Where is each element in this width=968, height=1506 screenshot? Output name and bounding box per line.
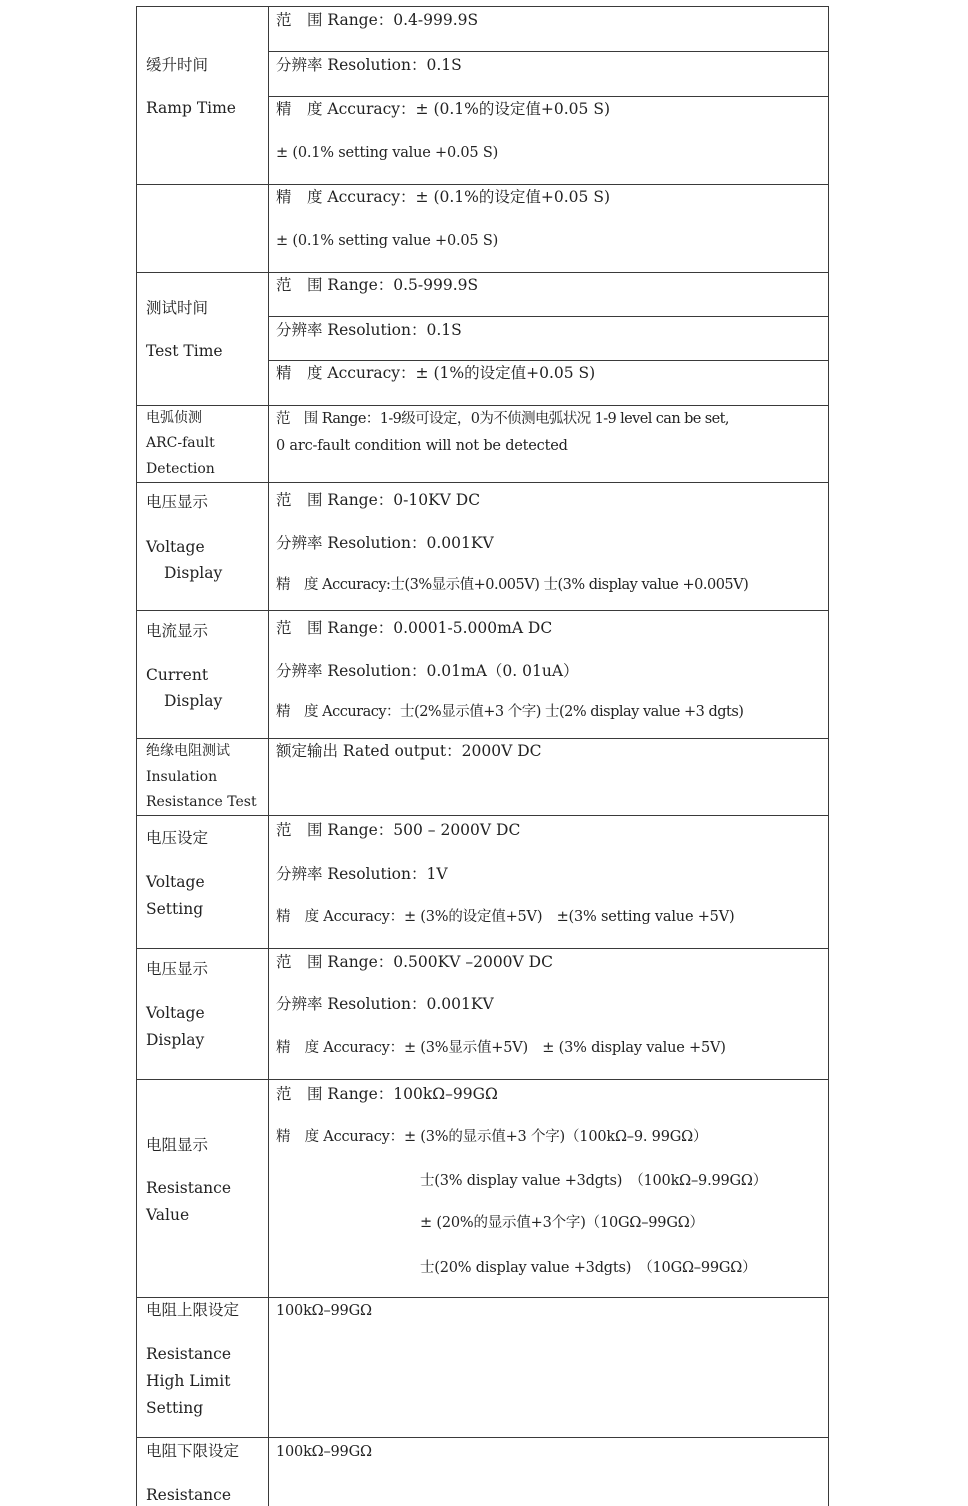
accuracy-text-en: ± (0.1% setting value +0.05 S) bbox=[276, 233, 499, 249]
label-zh: 缓升时间 bbox=[146, 56, 209, 74]
range-text: 范 围 Range：100kΩ–99GΩ bbox=[276, 1085, 498, 1103]
label-en: Detection bbox=[146, 461, 215, 477]
accuracy-text: 精 度 Accuracy：± (0.1%的设定值+0.05 S) bbox=[276, 100, 610, 118]
range-text: 100kΩ–99GΩ bbox=[276, 1303, 372, 1319]
row-ramp-time bbox=[137, 6, 828, 184]
label-cell bbox=[137, 1298, 269, 1437]
divider bbox=[269, 96, 828, 97]
rated-output-text: 额定输出 Rated output：2000V DC bbox=[276, 742, 542, 760]
row-resistance-low-limit bbox=[137, 1437, 828, 1506]
value-cell bbox=[269, 1298, 828, 1437]
label-en: Test Time bbox=[146, 342, 223, 360]
value-cell bbox=[269, 406, 828, 482]
value-cell bbox=[269, 611, 828, 738]
divider bbox=[269, 360, 828, 361]
label-en: Resistance bbox=[146, 1486, 232, 1504]
resolution-text: 分辨率 Resolution：0.1S bbox=[276, 56, 462, 74]
accuracy-text-en: 士(3% display value +3dgts) （100kΩ–9.99GΩ） bbox=[420, 1173, 768, 1189]
range-text: 范 围 Range：500 – 2000V DC bbox=[276, 821, 521, 839]
row-voltage-display-2 bbox=[137, 948, 828, 1079]
label-en: Insulation bbox=[146, 769, 218, 785]
range-text: 范 围 Range：0.5-999.9S bbox=[276, 276, 479, 294]
label-en: Setting bbox=[146, 900, 204, 918]
row-resistance-high-limit bbox=[137, 1297, 828, 1437]
label-en: Voltage bbox=[146, 873, 205, 891]
label-en: Display bbox=[164, 564, 223, 582]
resolution-text: 分辨率 Resolution：0.1S bbox=[276, 321, 462, 339]
divider bbox=[269, 51, 828, 52]
resolution-text: 分辨率 Resolution：1V bbox=[276, 865, 448, 883]
label-en: High Limit bbox=[146, 1372, 231, 1390]
label-en: Display bbox=[164, 692, 223, 710]
label-en: Resistance Test bbox=[146, 794, 257, 810]
value-cell bbox=[269, 185, 828, 272]
accuracy-text: ± (20%的显示值+3个字)（10GΩ–99GΩ） bbox=[420, 1215, 704, 1231]
label-cell bbox=[137, 185, 269, 272]
label-zh: 测试时间 bbox=[146, 299, 209, 317]
value-cell bbox=[269, 816, 828, 948]
range-text: 范 围 Range：0.0001-5.000mA DC bbox=[276, 619, 553, 637]
label-cell bbox=[137, 7, 269, 184]
accuracy-text-en: 士(20% display value +3dgts) （10GΩ–99GΩ） bbox=[420, 1260, 757, 1276]
accuracy-text: 精 度 Accuracy:士(3%显示值+0.005V) 士(3% display value +0.005V) bbox=[276, 577, 749, 593]
row-accuracy-extra bbox=[137, 184, 828, 272]
value-cell bbox=[269, 1438, 828, 1506]
range-text: 范 围 Range：0-10KV DC bbox=[276, 491, 481, 509]
label-en: Display bbox=[146, 1031, 205, 1049]
label-zh: 电压显示 bbox=[146, 493, 209, 511]
value-cell bbox=[269, 483, 828, 610]
range-text: 范 围 Range：0.500KV –2000V DC bbox=[276, 953, 553, 971]
label-cell bbox=[137, 483, 269, 610]
label-en: Setting bbox=[146, 1399, 204, 1417]
row-test-time bbox=[137, 272, 828, 405]
label-cell bbox=[137, 816, 269, 948]
label-zh: 电阻上限设定 bbox=[146, 1301, 240, 1319]
label-en: Voltage bbox=[146, 1004, 205, 1022]
label-en: Voltage bbox=[146, 538, 205, 556]
accuracy-text-en: ± (0.1% setting value +0.05 S) bbox=[276, 145, 499, 161]
range-text-en: 0 arc-fault condition will not be detected bbox=[276, 438, 568, 454]
value-cell bbox=[269, 739, 828, 815]
row-voltage-setting bbox=[137, 815, 828, 948]
accuracy-text: 精 度 Accuracy：± (3%的显示值+3 个字)（100kΩ–9. 99GΩ） bbox=[276, 1129, 708, 1145]
label-zh: 电压设定 bbox=[146, 829, 209, 847]
range-text: 100kΩ–99GΩ bbox=[276, 1444, 372, 1460]
label-en: Ramp Time bbox=[146, 99, 236, 117]
resolution-text: 分辨率 Resolution：0.001KV bbox=[276, 995, 494, 1013]
label-zh: 电流显示 bbox=[146, 622, 209, 640]
range-text: 范 围 Range：0.4-999.9S bbox=[276, 11, 479, 29]
label-cell bbox=[137, 739, 269, 815]
spec-table bbox=[136, 6, 829, 1506]
label-en: Resistance bbox=[146, 1345, 232, 1363]
accuracy-text: 精 度 Accuracy：士(2%显示值+3 个字) 士(2% display value +3 dgts) bbox=[276, 704, 744, 720]
label-zh: 绝缘电阻测试 bbox=[146, 743, 230, 759]
resolution-text: 分辨率 Resolution：0.001KV bbox=[276, 534, 494, 552]
label-cell bbox=[137, 1080, 269, 1297]
value-cell bbox=[269, 949, 828, 1079]
row-voltage-display bbox=[137, 482, 828, 610]
divider bbox=[269, 316, 828, 317]
row-current-display bbox=[137, 610, 828, 738]
label-zh: 电压显示 bbox=[146, 960, 209, 978]
value-cell bbox=[269, 273, 828, 405]
value-cell bbox=[269, 1080, 828, 1297]
label-zh: 电弧侦测 bbox=[146, 410, 202, 426]
label-cell bbox=[137, 949, 269, 1079]
label-cell bbox=[137, 273, 269, 405]
label-en: Current bbox=[146, 666, 209, 684]
accuracy-text: 精 度 Accuracy：± (0.1%的设定值+0.05 S) bbox=[276, 188, 610, 206]
accuracy-text: 精 度 Accuracy：± (3%显示值+5V) ± (3% display value +5V) bbox=[276, 1040, 726, 1056]
row-resistance-value bbox=[137, 1079, 828, 1297]
row-arc-fault bbox=[137, 405, 828, 482]
label-zh: 电阻显示 bbox=[146, 1136, 209, 1154]
accuracy-text: 精 度 Accuracy：± (3%的设定值+5V) ±(3% setting value +5V) bbox=[276, 909, 735, 925]
accuracy-text: 精 度 Accuracy：± (1%的设定值+0.05 S) bbox=[276, 364, 596, 382]
row-insulation-test bbox=[137, 738, 828, 815]
label-cell bbox=[137, 406, 269, 482]
range-text: 范 围 Range：1-9级可设定，0为不侦测电弧状况 1-9 level can be set, bbox=[276, 411, 729, 427]
label-en: Resistance bbox=[146, 1179, 232, 1197]
label-en: ARC-fault bbox=[146, 435, 215, 451]
value-cell bbox=[269, 7, 828, 184]
label-zh: 电阻下限设定 bbox=[146, 1442, 240, 1460]
label-cell bbox=[137, 611, 269, 738]
resolution-text: 分辨率 Resolution：0.01mA（0. 01uA） bbox=[276, 662, 579, 680]
label-cell bbox=[137, 1438, 269, 1506]
label-en: Value bbox=[146, 1206, 190, 1224]
